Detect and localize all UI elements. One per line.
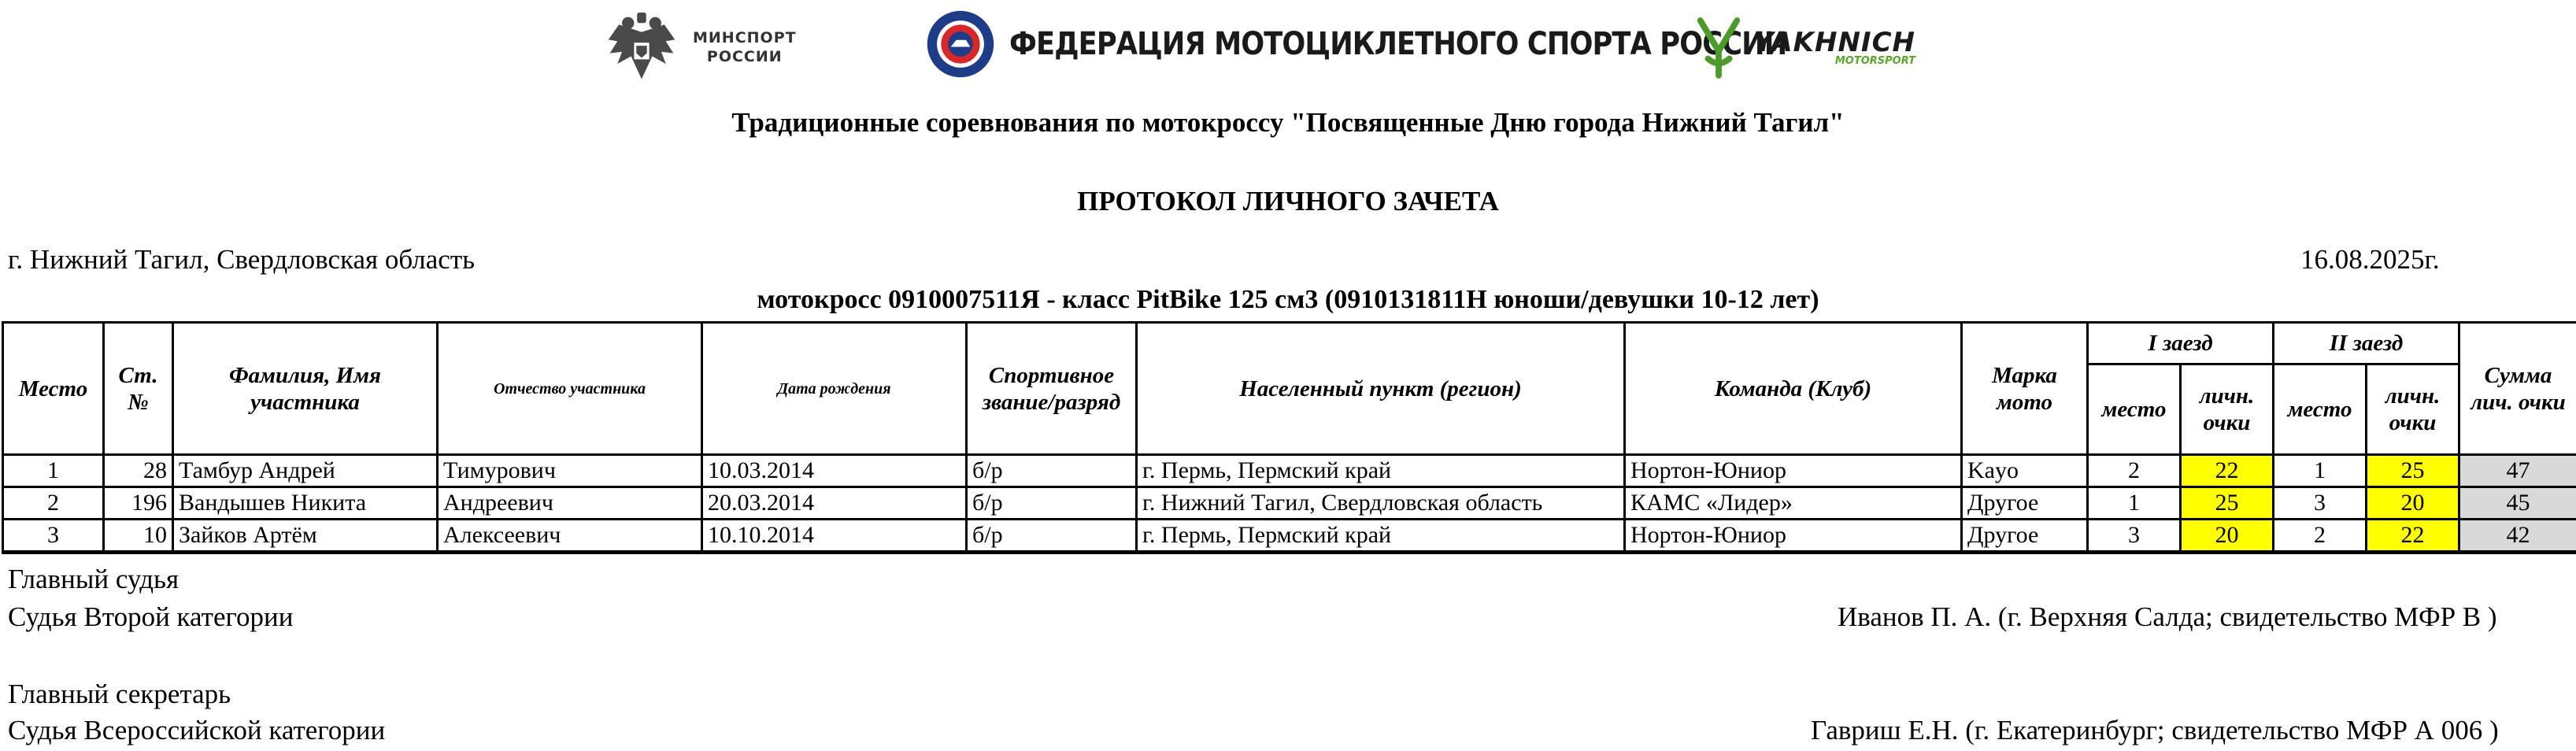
chief-secretary-name: Гавриш Е.Н. (г. Екатеринбург; свидетельство МФР А 006 )	[1811, 715, 2499, 745]
cell-patronymic: Алексеевич	[438, 520, 702, 553]
header-race1-points: личн. очки	[2181, 364, 2274, 455]
chief-secretary-title: Главный секретарь	[8, 679, 231, 709]
cell-race1-place: 2	[2088, 455, 2181, 487]
results-table	[2, 321, 2576, 554]
event-place: г. Нижний Тагил, Свердловская область	[8, 244, 476, 275]
federation-logo-text: ФЕДЕРАЦИЯ МОТОЦИКЛЕТНОГО СПОРТА РОССИИ	[1009, 26, 1787, 62]
cell-sum: 45	[2459, 487, 2576, 520]
cell-place: 1	[3, 455, 104, 487]
cell-race1-place: 3	[2088, 520, 2181, 553]
header-team: Команда (Клуб)	[1625, 323, 1962, 455]
header-rank: Спортивное звание/разряд	[967, 323, 1137, 455]
sponsor-logo	[1693, 14, 1915, 79]
cell-number: 28	[104, 455, 173, 487]
header-race2-place: место	[2274, 364, 2367, 455]
header-race1-place: место	[2088, 364, 2181, 455]
logo-band	[0, 0, 2576, 94]
class-title: мотокросс 0910007511Я - класс PitBike 125 см3 (0910131811Н юноши/девушки 10-12 лет)	[757, 285, 1819, 314]
cell-birth: 10.03.2014	[702, 455, 967, 487]
cell-place: 3	[3, 520, 104, 553]
cell-name: Вандышев Никита	[173, 487, 438, 520]
header-birth: Дата рождения	[702, 323, 967, 455]
federation-seal-icon	[926, 9, 995, 79]
header-race2-points: личн. очки	[2367, 364, 2459, 455]
cell-place: 2	[3, 487, 104, 520]
cell-sum: 47	[2459, 455, 2576, 487]
cell-team: КАМС «Лидер»	[1625, 487, 1962, 520]
cell-name: Зайков Артём	[173, 520, 438, 553]
header-number: Ст. №	[104, 323, 173, 455]
cell-team: Нортон-Юниор	[1625, 455, 1962, 487]
cell-race2-place: 2	[2274, 520, 2367, 553]
header-place: Место	[3, 323, 104, 455]
sponsor-mark-icon	[1693, 14, 1746, 79]
event-title: Традиционные соревнования по мотокроссу "Посвященные Дню города Нижний Тагил"	[731, 107, 1845, 138]
sponsor-sub: MOTORSPORT	[1834, 54, 1915, 67]
cell-race1-place: 1	[2088, 487, 2181, 520]
cell-rank: б/р	[967, 520, 1137, 553]
cell-race2-place: 1	[2274, 455, 2367, 487]
double-headed-eagle-icon	[603, 9, 680, 85]
header-sum: Сумма лич. очки	[2459, 323, 2576, 455]
chief-secretary-category: Судья Всероссийской категории	[8, 715, 386, 745]
cell-number: 10	[104, 520, 173, 553]
cell-rank: б/р	[967, 487, 1137, 520]
header-name: Фамилия, Имя участника	[173, 323, 438, 455]
cell-race2-place: 3	[2274, 487, 2367, 520]
header-race2: II заезд	[2274, 323, 2459, 364]
cell-race1-points: 22	[2181, 455, 2274, 487]
cell-race1-points: 20	[2181, 520, 2274, 553]
cell-city: г. Нижний Тагил, Свердловская область	[1137, 487, 1625, 520]
table-row	[3, 520, 2576, 553]
cell-birth: 20.03.2014	[702, 487, 967, 520]
cell-number: 196	[104, 487, 173, 520]
cell-sum: 42	[2459, 520, 2576, 553]
header-city: Населенный пункт (регион)	[1137, 323, 1625, 455]
chief-judge-name: Иванов П. А. (г. Верхняя Салда; свидетельство МФР В )	[1838, 601, 2497, 632]
cell-birth: 10.10.2014	[702, 520, 967, 553]
cell-moto: Kayo	[1962, 455, 2088, 487]
event-date: 16.08.2025г.	[2300, 244, 2440, 275]
header-race1: I заезд	[2088, 323, 2274, 364]
minsport-logo	[603, 9, 797, 85]
chief-judge-title: Главный судья	[8, 564, 180, 594]
header-moto: Марка мото	[1962, 323, 2088, 455]
minsport-logo-text: МИНСПОРТ РОССИИ	[693, 29, 797, 65]
cell-name: Тамбур Андрей	[173, 455, 438, 487]
cell-city: г. Пермь, Пермский край	[1137, 455, 1625, 487]
cell-city: г. Пермь, Пермский край	[1137, 520, 1625, 553]
cell-moto: Другое	[1962, 487, 2088, 520]
cell-race2-points: 25	[2367, 455, 2459, 487]
cell-patronymic: Тимурович	[438, 455, 702, 487]
cell-race2-points: 20	[2367, 487, 2459, 520]
cell-rank: б/р	[967, 455, 1137, 487]
cell-moto: Другое	[1962, 520, 2088, 553]
sponsor-brand: YAKHNICH	[1754, 26, 1915, 58]
table-row	[3, 487, 2576, 520]
table-row	[3, 455, 2576, 487]
protocol-title: ПРОТОКОЛ ЛИЧНОГО ЗАЧЕТА	[1077, 186, 1499, 216]
cell-race1-points: 25	[2181, 487, 2274, 520]
cell-team: Нортон-Юниор	[1625, 520, 1962, 553]
header-patronymic: Отчество участника	[438, 323, 702, 455]
cell-patronymic: Андреевич	[438, 487, 702, 520]
chief-judge-category: Судья Второй категории	[8, 601, 294, 632]
cell-race2-points: 22	[2367, 520, 2459, 553]
